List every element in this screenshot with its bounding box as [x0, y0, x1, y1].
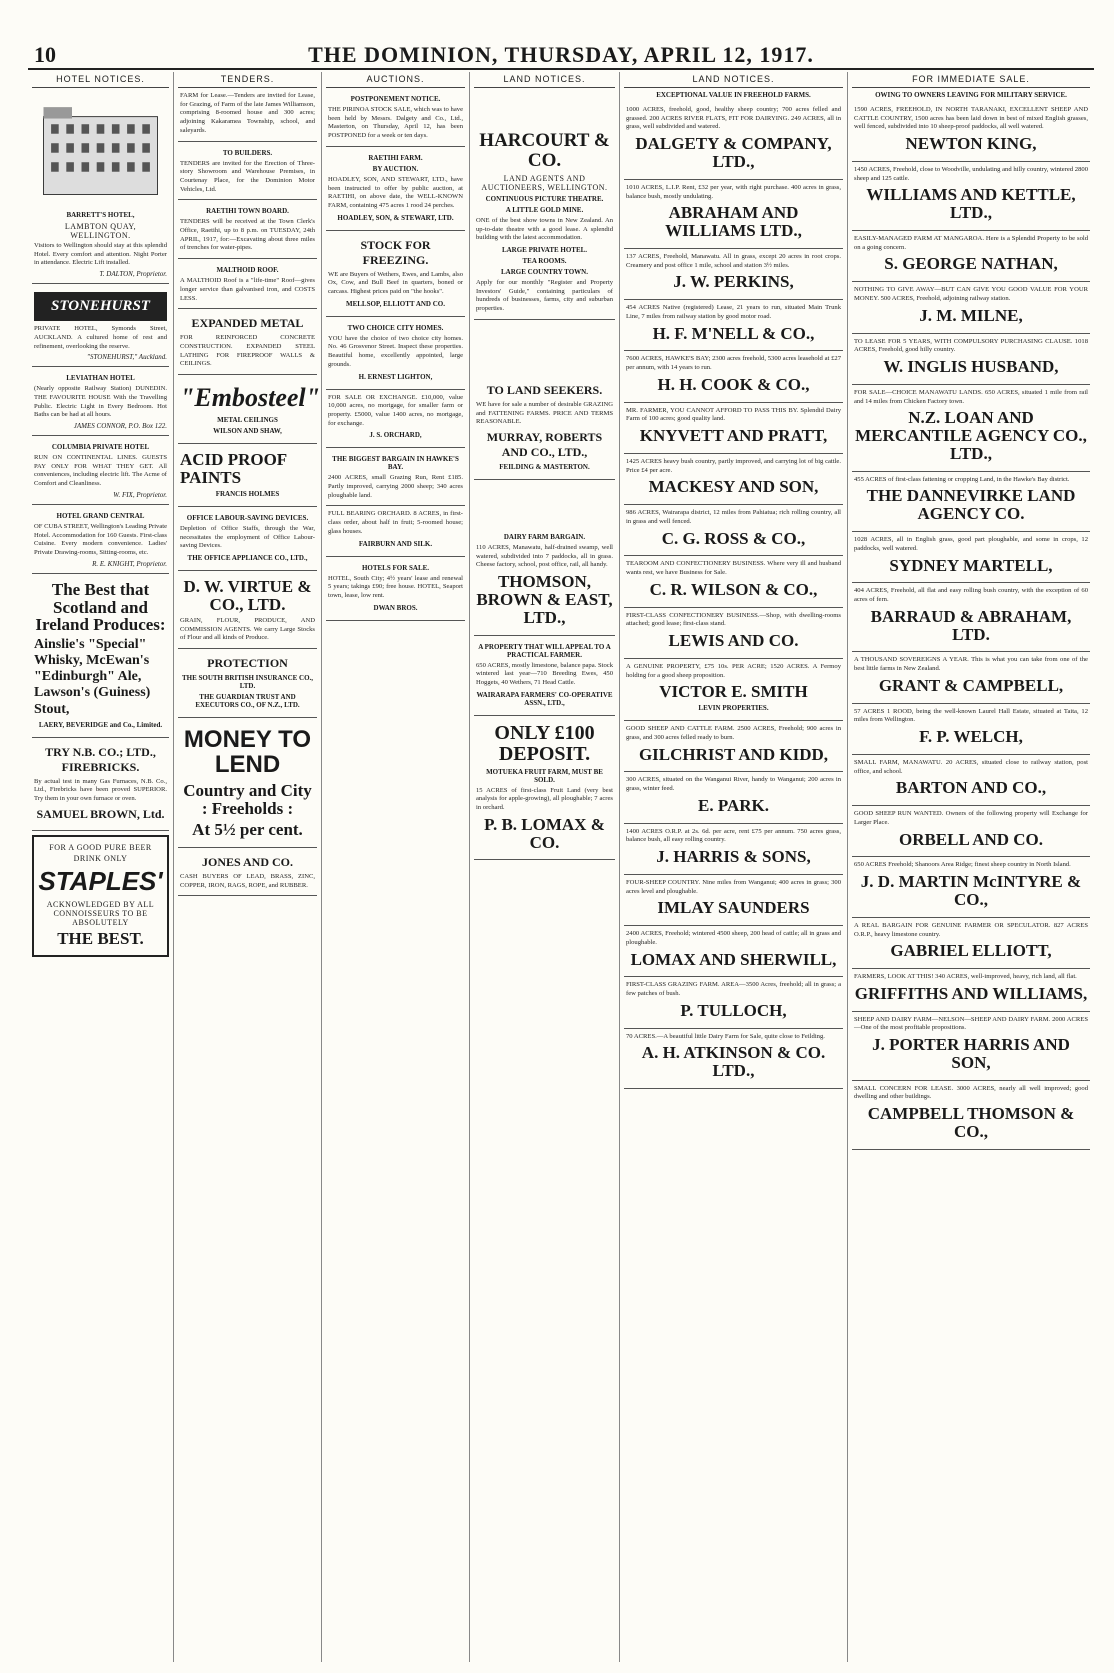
city-homes-head: TWO CHOICE CITY HOMES. — [347, 323, 444, 332]
tulloch-text: FIRST-CLASS GRAZING FARM. AREA—3500 Acres, freehold; all in grass; a few patches of bush. — [626, 981, 841, 998]
owing-head: OWING TO OWNERS LEAVING FOR MILITARY SERVICE. — [875, 91, 1067, 99]
stonehurst-text: PRIVATE HOTEL, Symonds Street, AUCKLAND. A cultured home of rest and refinement, overlooking the reserve. — [34, 325, 167, 350]
perkins-name: J. W. PERKINS, — [673, 272, 794, 292]
guardian: THE GUARDIAN TRUST AND EXECUTORS CO., OF N.Z., LTD. — [195, 692, 300, 709]
wairarapa-name: WAIRARAPA FARMERS' CO-OPERATIVE ASSN., LTD., — [476, 690, 613, 707]
lomax-sherwill-ad — [624, 926, 843, 977]
postponement-head: POSTPONEMENT NOTICE. — [350, 95, 441, 103]
acid-proof-ad — [178, 444, 317, 507]
mackesy-text: 1425 ACRES heavy bush country, partly improved, and carrying lot of big cattle. Price £4 per acre. — [626, 457, 841, 474]
malthoid-text: A MALTHOID Roof is a "life-time" Roof—gives longer service than galvanised iron, and COSTS LESS. — [180, 277, 315, 302]
labour-text: Depletion of Office Staffs, through the War, necessitates the employment of Office Labour-saving Devices. — [180, 525, 315, 550]
wilson-shaw: WILSON AND SHAW, — [213, 427, 282, 436]
column-freehold-farms — [620, 72, 848, 1662]
hotels-text: HOTEL, South City; 4½ years' lease and renewal 5 years; takings £90; free house. HOTEL, Seaport town, lease, low rent. — [328, 574, 463, 599]
firebricks-text: By actual test in many Gas Furnaces, N.B. Co., Ltd., Firebricks have been proved SUPERIOR. Try them in your own furnace or oven. — [34, 777, 167, 803]
deposit-head: ONLY £100 DEPOSIT. — [494, 721, 595, 765]
city-homes-text: YOU have the choice of two choice city homes. No. 46 Grosvenor Street. Inspect these properties. Beautiful home, excellently appointed, large grounds. — [328, 334, 463, 368]
firebricks-ad — [32, 738, 169, 831]
scotland-agent: LAERY, BEVERIDGE and Co., Limited. — [38, 720, 163, 729]
country-head: LARGE COUNTRY TOWN. — [501, 267, 588, 276]
cook-name: H. H. COOK & CO., — [657, 374, 810, 394]
lewis-ad — [624, 608, 843, 659]
acid-proof-head: ACID PROOF PAINTS — [180, 450, 287, 488]
cook-ad — [624, 351, 843, 402]
nathan-name: S. GEORGE NATHAN, — [884, 254, 1058, 274]
motueka-head: MOTUEKA FRUIT FARM, MUST BE SOLD. — [486, 767, 603, 784]
milne-text: NOTHING TO GIVE AWAY—BUT CAN GIVE YOU GOOD VALUE FOR YOUR MONEY. 500 ACRES, Freehold, adjoining railway station. — [854, 286, 1088, 302]
builders-tender — [178, 142, 317, 201]
wilson-text: TEAROOM AND CONFECTIONERY BUSINESS. Where very ill and husband wants rest, we have Business for Sale. — [626, 560, 841, 577]
raetihi-text: TENDERS will be received at the Town Clerk's Office, Raetihi, up to 8 p.m. on TUESDAY, 24th APRIL, 1917, for:—Excavating about three miles of trenches for water-pipes. — [180, 218, 315, 252]
mackesy-ad — [624, 454, 843, 505]
country-text: Apply for our monthly "Register and Property Investors' Guide," containing particulars of hundreds of businesses, farms, city and suburban properties. — [476, 278, 613, 313]
motueka-text: 15 ACRES of first-class Fruit Land (very best analysis for apple-growing), all ploughable; 7 acres in orchard. — [476, 786, 613, 812]
orbell-text: GOOD SHEEP RUN WANTED. Owners of the following property will Exchange for Larger Place. — [854, 810, 1088, 826]
deposit-ad — [474, 716, 615, 861]
porter-harris-text: SHEEP AND DAIRY FARM—NELSON—SHEEP AND DAIRY FARM. 2000 ACRES—One of the most profitable propositions. — [854, 1015, 1088, 1032]
tender-text: FARM for Lease.—Tenders are invited for Lease, for Grazing, of Farm of the late James Williamson, comprising 8-roomed house and 300 acres; adjoining Kakaramea Township, school, and saleyards. — [180, 92, 315, 134]
columbia-text: RUN ON CONTINENTAL LINES. GUESTS PAY ONLY FOR WHAT THEY GET. All conveniences, including electric lift. The Acme of Comfort and Cleanliness. — [34, 454, 167, 488]
griffiths-text: FARMERS, LOOK AT THIS! 340 ACRES, well-improved, heavy, rich land, all flat. — [854, 973, 1077, 981]
dannevirke-name: THE DANNEVIRKE LAND AGENCY CO. — [866, 486, 1076, 524]
barton-text: SMALL FARM, MANAWATU. 20 ACRES, situated close to railway station, post office, and school. — [854, 758, 1088, 775]
seekers-head: TO LAND SEEKERS. — [486, 382, 603, 397]
jones-name: JONES AND CO. — [201, 854, 293, 869]
harris-name: J. HARRIS & SONS, — [656, 847, 811, 867]
embosteel-ad — [178, 375, 321, 444]
knyvett-ad — [624, 403, 843, 454]
firebricks-headline: TRY N.B. CO.; LTD., FIREBRICKS. — [45, 744, 156, 774]
land-seekers-ad — [474, 320, 615, 480]
hotel-ad — [32, 88, 169, 284]
smith-ad — [624, 659, 843, 721]
williams-text: 1450 ACRES, Freehold, close to Woodville, undulating and hilly country, wintered 2800 sheep and 125 cattle. — [854, 165, 1088, 182]
lomax-sherwill-text: 2400 ACRES, Freehold; wintered 4500 sheep, 200 head of cattle; all in grass and ploughable. — [626, 930, 841, 946]
labour-saving-ad — [178, 507, 317, 571]
masthead — [28, 42, 1094, 70]
lewis-name: LEWIS AND CO. — [668, 631, 799, 651]
milne-ad — [852, 282, 1090, 333]
column-immediate-sale — [848, 72, 1094, 1662]
lomax-name: P. B. LOMAX & CO. — [484, 814, 605, 852]
harris-ad — [624, 824, 843, 875]
ernest-name: H. ERNEST LIGHTON, — [358, 372, 433, 381]
williams-name: WILLIAMS AND KETTLE, LTD., — [866, 185, 1076, 223]
levin-head: LEVIN PROPERTIES. — [698, 704, 769, 713]
newton-text: 1590 ACRES, FREEHOLD, IN NORTH TARANAKI, EXCELLENT SHEEP AND CATTLE COUNTRY, 1500 acres has been laid down in best of mixed English grasses, well fenced, subdivided into 10 sheep-proof paddocks, all well watered. — [854, 106, 1088, 131]
lewis-text: FIRST-CLASS CONFECTIONERY BUSINESS.—Shop, with dwelling-rooms attached; good lease; first-class stand. — [626, 611, 841, 628]
raetihi-head: RAETIHI TOWN BOARD. — [206, 207, 289, 216]
campbell-ad — [852, 1081, 1090, 1150]
city-homes-ad — [326, 317, 465, 390]
section-title: FOR IMMEDIATE SALE. — [852, 72, 1090, 88]
tulloch-name: P. TULLOCH, — [680, 1000, 787, 1020]
by-auction: BY AUCTION. — [372, 164, 419, 173]
mcnell-ad — [624, 300, 843, 351]
sydney-text: 1028 ACRES, all in English grass, good part ploughable, and some in crops, 12 paddocks, well watered. — [854, 536, 1088, 552]
welch-name: F. P. WELCH, — [919, 727, 1023, 747]
park-text: 300 ACRES, situated on the Wanganui River, handy to Wanganui; 200 acres in grass, winter feed. — [626, 776, 841, 793]
beer-line2: DRINK ONLY — [73, 853, 128, 863]
virtue-ad — [178, 571, 317, 649]
campbell-name: CAMPBELL THOMSON & CO., — [867, 1104, 1075, 1141]
nzloan-ad — [852, 385, 1090, 472]
money-head: MONEY TO LEND — [183, 725, 312, 779]
smith-text: A GENUINE PROPERTY, £75 10s. PER ACRE; 1520 ACRES. A Fermoy holding for a good sheep proposition. — [626, 662, 841, 679]
williams-ad — [852, 162, 1090, 231]
grand-central-name: HOTEL GRAND CENTRAL — [56, 511, 145, 520]
hotels-head: HOTELS FOR SALE. — [361, 563, 430, 572]
inglis-ad — [852, 334, 1090, 385]
ross-ad — [624, 505, 843, 556]
postponement-text: THE PIRINOA STOCK SALE, which was to have been held by Messrs. Dalgety and Co., Ltd., Masterton, on Thursday, April 12, has been POSTPONED for a week or ten days. — [328, 106, 463, 140]
campbell-text: SMALL CONCERN FOR LEASE. 3000 ACRES, nearly all well improved; good dwelling and other buildings. — [854, 1084, 1088, 1101]
money-country: Country and City : Freeholds : — [183, 781, 312, 819]
harris-text: 1400 ACRES O.R.P. at 2s. 6d. per acre, rent £75 per annum. 750 acres grass, balance bush, all easy rolling country. — [626, 827, 841, 844]
hotel-illustration — [34, 95, 167, 200]
grant-ad — [852, 652, 1090, 703]
elliott-name: GABRIEL ELLIOTT, — [890, 941, 1052, 961]
orbell-name: ORBELL AND CO. — [898, 829, 1044, 849]
nzloan-text: FOR SALE—CHOICE MANAWATU LANDS. 650 ACRES, situated 1 mile from rail and 14 miles from Chicken Factory town. — [854, 388, 1088, 405]
page-number: 10 — [34, 42, 56, 67]
dannevirke-ad — [852, 472, 1090, 532]
newton-ad — [852, 102, 1090, 162]
jones-text: CASH BUYERS OF LEAD, BRASS, ZINC, COPPER, IRON, RAGS, ROPE, and RUBBER. — [180, 872, 315, 889]
expanded-metal-head: EXPANDED METAL — [191, 316, 304, 331]
column-auctions — [322, 72, 470, 1662]
hotel-address: LAMBTON QUAY, WELLINGTON. — [64, 222, 137, 240]
sydney-name: SYDNEY MARTELL, — [889, 555, 1053, 575]
newton-name: NEWTON KING, — [905, 134, 1037, 154]
perkins-text: 137 ACRES, Freehold, Manawatu. All in grass, except 20 acres in root crops. Creamery and post office 1 mile, school and station 3½ miles. — [626, 252, 841, 269]
metal-ceilings: METAL CEILINGS — [217, 416, 278, 425]
griffiths-name: GRIFFITHS AND WILLIAMS, — [854, 983, 1088, 1003]
grand-central-proprietor: R. E. KNIGHT, Proprietor. — [92, 559, 167, 568]
leviathan-text: (Nearly opposite Railway Station) DUNEDIN. THE FAVOURITE HOUSE With the Travelling Public. Electric Light in Every Bedroom. Hot Baths can be had at all hours. — [34, 385, 167, 419]
columbia-name: COLUMBIA PRIVATE HOTEL — [51, 443, 150, 452]
raetihi-farm-head: RAETIHI FARM. — [368, 153, 423, 162]
barraud-text: 404 ACRES, Freehold, all flat and easy rolling bush country, with the exception of 60 acres of fern. — [854, 587, 1088, 604]
gold-text: ONE of the best show towns in New Zealand. An up-to-date theatre with a good lease. A splendid building with the latest accommodation. — [476, 216, 613, 242]
stock-text: WE are Buyers of Wethers, Ewes, and Lambs, also Ox, Cow, and Bull Beef in quarters, boned or carcass. Highest prices paid on "the hooks". — [328, 270, 463, 296]
knyvett-name: KNYVETT AND PRATT, — [639, 426, 828, 446]
property-head: A PROPERTY THAT WILL APPEAL TO A PRACTICAL FARMER. — [478, 642, 611, 659]
hotel-body-text: Visitors to Wellington should stay at this splendid Hotel. Every comfort and attention. Night Porter in attendance. Electric Lift installed. — [34, 242, 167, 267]
leviathan-proprietor: JAMES CONNOR, P.O. Box 122. — [73, 422, 167, 431]
gilchrist-ad — [624, 721, 843, 772]
tulloch-ad — [624, 977, 843, 1028]
ross-name: C. G. ROSS & CO., — [661, 528, 806, 548]
hotel-head: LARGE PRIVATE HOTEL. — [501, 245, 588, 254]
cook-text: 7600 ACRES, HAWKE'S BAY; 2300 acres freehold, 5300 acres leasehold at £27 per annum, with 14 years to run. — [626, 355, 841, 372]
raetihi-farm-ad — [326, 147, 465, 231]
sydney-ad — [852, 532, 1090, 583]
labour-head: OFFICE LABOUR-SAVING DEVICES. — [186, 514, 309, 523]
dwan-name: DWAN BROS. — [373, 603, 418, 612]
imlay-name: IMLAY SAUNDERS — [657, 898, 810, 918]
columbia-proprietor: W. FIX, Proprietor. — [113, 490, 167, 499]
atkinson-name: A. H. ATKINSON & CO. LTD., — [641, 1043, 826, 1081]
beer-brand: STAPLES' — [38, 865, 163, 896]
welch-text: 57 ACRES 1 ROOD, being the well-known Laurel Hall Estate, situated at Taita, 12 miles from Wellington. — [854, 707, 1088, 724]
nathan-ad — [852, 231, 1090, 282]
inglis-text: TO LEASE FOR 5 YEARS, WITH COMPULSORY PURCHASING CLAUSE. 1018 ACRES, Freehold, good hilly country. — [854, 337, 1088, 354]
porter-harris-name: J. PORTER HARRIS AND SON, — [872, 1035, 1070, 1072]
builders-head: TO BUILDERS. — [222, 148, 273, 157]
bargain-ad — [326, 448, 465, 506]
inglis-name: W. INGLIS HUSBAND, — [883, 356, 1059, 376]
barraud-ad — [852, 583, 1090, 652]
harcourt-name: HARCOURT & CO. — [479, 130, 610, 171]
dannevirke-text: 455 ACRES of first-class fattening or cropping Land, in the Hawke's Bay district. — [854, 475, 1070, 483]
section-title: AUCTIONS. — [326, 72, 465, 88]
exchange-text: FOR SALE OR EXCHANGE. £10,000, value 10,000 acres, no mortgage, for smaller farm or property. £5000, value 1400 acres, no mortgage, for exchange. — [328, 393, 463, 427]
expanded-metal-ad — [178, 309, 317, 375]
dalgety-ad — [624, 102, 843, 180]
gilchrist-name: GILCHRIST AND KIDD, — [638, 744, 829, 764]
appliance-name: THE OFFICE APPLIANCE CO., LTD., — [187, 554, 308, 563]
theatre-head: CONTINUOUS PICTURE THEATRE. — [485, 194, 604, 203]
orchard-name: J. S. ORCHARD, — [369, 431, 422, 440]
beer-ad — [32, 835, 169, 957]
dalgety-name: DALGETY & COMPANY, LTD., — [635, 134, 832, 171]
raetihi-farm-text: HOADLEY, SON, AND STEWART, LTD., have been instructed to offer by public auction, at RAETIHI, on above date, the WELL-KNOWN FARM, containing 475 acres 1 rood 24 perches. — [328, 175, 463, 209]
mellsop-name: MELLSOP, ELLIOTT AND CO. — [345, 299, 445, 308]
mcnell-name: H. F. M'NELL & CO., — [652, 323, 815, 343]
imlay-text: FOUR-SHEEP COUNTRY. Nine miles from Wanganui; 400 acres in grass; 300 acres level and ploughable. — [626, 878, 841, 895]
column-tenders — [174, 72, 322, 1662]
mackesy-name: MACKESY AND SON, — [648, 477, 819, 497]
dairy-ad — [474, 480, 615, 636]
fielding-name: FEILDING & MASTERTON. — [499, 462, 590, 471]
malthoid-head: MALTHOID ROOF. — [216, 266, 279, 275]
expanded-metal-text: FOR REINFORCED CONCRETE CONSTRUCTION. EXPANDED STEEL LATHING FOR FIREPROOF WALLS & CEILINGS. — [180, 334, 315, 368]
columns — [28, 72, 1094, 1662]
lomax-sherwill-name: LOMAX AND SHERWILL, — [630, 949, 837, 969]
orchard-text: FULL BEARING ORCHARD. 8 ACRES, in first-class order, about half in fruit; 5-roomed house; glass houses. — [328, 510, 463, 535]
money-rate: At 5½ per cent. — [192, 820, 303, 840]
column-hotel-notices — [28, 72, 174, 1662]
nathan-text: EASILY-MANAGED FARM AT MANGAROA. Here is a Splendid Property to be sold on a going concern. — [854, 235, 1088, 251]
insurance-ad — [178, 649, 317, 718]
dalgety-text: 1000 ACRES, freehold, good, healthy sheep country; 700 acres felled and grassed. 200 ACRES RIVER FLATS, FIT FOR DAIRYING. 249 ACRES, all in grass, well subdivided and watered. — [626, 106, 841, 131]
abraham-text: 1010 ACRES, L.I.P. Rent, £32 per year, with right purchase. 400 acres in grass, balance bush, mostly undulating. — [626, 183, 841, 200]
orchard-ad — [326, 506, 465, 556]
virtue-text: GRAIN, FLOUR, PRODUCE, AND COMMISSION AGENTS. We carry Large Stocks of Flour and all kinds of Produce. — [180, 616, 315, 642]
firebricks-firm: SAMUEL BROWN, Ltd. — [36, 806, 165, 821]
seekers-text: WE have for sale a number of desirable GRAZING and FATTENING FARMS. PRICE AND TERMS REASONABLE. — [476, 400, 613, 426]
beer-line1: FOR A GOOD PURE BEER — [49, 842, 152, 852]
perkins-ad — [624, 249, 843, 300]
property-text: 650 ACRES, mostly limestone, balance papa. Stock wintered last year—710 Breeding Ewes, 450 Hoggets, 40 Wethers, 71 Head Cattle. — [476, 661, 613, 686]
section-title: LAND NOTICES. — [624, 72, 843, 88]
leviathan-ad — [32, 367, 169, 436]
newspaper-title: THE DOMINION, THURSDAY, APRIL 12, 1917. — [308, 42, 814, 67]
bargain-head: THE BIGGEST BARGAIN IN HAWKE'S BAY. — [332, 455, 459, 472]
protection-head: PROTECTION — [207, 655, 288, 670]
farm-lease-tender — [178, 88, 317, 142]
barton-name: BARTON AND CO., — [895, 778, 1047, 798]
grant-name: GRANT & CAMPBELL, — [878, 675, 1064, 695]
park-name: E. PARK. — [698, 795, 769, 815]
scotland-ad — [32, 574, 169, 738]
orbell-ad — [852, 806, 1090, 857]
abraham-ad — [624, 180, 843, 249]
grand-central-ad — [32, 505, 169, 574]
dairy-head: DAIRY FARM BARGAIN. — [503, 532, 586, 541]
section-title: HOTEL NOTICES. — [32, 72, 169, 88]
mcintyre-name: J. D. MARTIN McINTYRE & CO., — [860, 872, 1082, 910]
grand-central-text: OF CUBA STREET, Wellington's Leading Private Hotel. Accommodation for 160 Guests. First-class Cuisine. Every modern convenience. Ladies' Private Drawing-rooms, Sitting-rooms, etc. — [34, 522, 168, 556]
scotland-headline: The Best that Scotland and Ireland Produces: — [35, 579, 166, 635]
postponement-ad — [326, 88, 465, 147]
exceptional-head: EXCEPTIONAL VALUE IN FREEHOLD FARMS. — [656, 91, 811, 99]
gold-head: A LITTLE GOLD MINE. — [505, 205, 584, 214]
dairy-text: 110 ACRES, Manawatu, half-drained swamp, well watered, subdivided into 7 paddocks, all in grass. Cheese factory, school, post office, rail, all handy. — [476, 543, 613, 569]
milne-name: J. M. MILNE, — [919, 305, 1023, 325]
harcourt-sub: LAND AGENTS AND AUCTIONEERS, WELLINGTON. — [481, 173, 608, 192]
stock-head: STOCK FOR FREEZING. — [360, 237, 431, 267]
leviathan-name: LEVIATHAN HOTEL — [66, 374, 135, 383]
mcnell-text: 454 ACRES Native (registered) Lease, 21 years to run, situated Main Trunk Line, 7 miles from railway station by good motor road. — [626, 304, 841, 320]
gilchrist-text: GOOD SHEEP AND CATTLE FARM. 2500 ACRES, Freehold; 900 acres in grass, and 300 acres felled ready to burn. — [626, 725, 841, 741]
abraham-name: ABRAHAM AND WILLIAMS LTD., — [665, 203, 802, 241]
elliott-ad — [852, 918, 1090, 969]
embosteel-logo: "Embosteel" — [180, 383, 321, 413]
hotels-sale-ad — [326, 557, 465, 621]
victor-name: VICTOR E. SMITH — [659, 682, 808, 702]
exchange-ad — [326, 390, 465, 449]
beer-line3: ACKNOWLEDGED BY ALL CONNOISSEURS TO BE ABSOLUTELY — [46, 900, 155, 928]
park-ad — [624, 772, 843, 823]
porter-harris-ad — [852, 1012, 1090, 1081]
welch-ad — [852, 704, 1090, 755]
beer-line4: THE BEST. — [57, 929, 144, 949]
jones-ad — [178, 848, 317, 896]
stonehurst-logo: STONEHURST — [34, 292, 167, 321]
hoadley-name: HOADLEY, SON, & STEWART, LTD. — [337, 213, 454, 222]
bargain-text: 2400 ACRES, small Grazing Run, Rent £185. Partly improved, carrying 2000 sheep; 340 acres ploughable land. — [328, 474, 463, 499]
property-ad — [474, 636, 615, 716]
stonehurst-ad — [32, 284, 169, 367]
tea-head: TEA ROOMS. — [522, 256, 567, 265]
money-ad — [178, 718, 317, 848]
atkinson-text: 70 ACRES.—A beautiful little Dairy Farm for Sale, quite close to Feilding. — [626, 1032, 825, 1040]
atkinson-ad — [624, 1029, 843, 1089]
stock-ad — [326, 231, 465, 317]
south-british: THE SOUTH BRITISH INSURANCE CO., LTD. — [181, 673, 314, 690]
barraud-name: BARRAUD & ABRAHAM, LTD. — [870, 606, 1072, 644]
nzloan-name: N.Z. LOAN AND MERCANTILE AGENCY CO., LTD., — [855, 408, 1087, 463]
wilson-ad — [624, 556, 843, 607]
wilson-name: C. R. WILSON & CO., — [649, 579, 818, 599]
raetihi-tender — [178, 200, 317, 259]
holmes-name: FRANCIS HOLMES — [215, 490, 280, 499]
column-land-notices — [470, 72, 620, 1662]
grant-text: A THOUSAND SOVEREIGNS A YEAR. This is what you can take from one of the best little farms in New Zealand. — [854, 656, 1088, 673]
mcintyre-text: 650 ACRES Freehold; Shanoors Area Ridge; finest sheep country in North Island. — [854, 861, 1071, 869]
stonehurst-proprietor: "STONEHURST," Auckland. — [87, 353, 167, 362]
scotland-items: Ainslie's "Special" Whisky, McEwan's "Edinburgh" Ale, Lawson's (Guiness) Stout, — [34, 637, 151, 717]
thomson-name: THOMSON, BROWN & EAST, LTD., — [476, 572, 613, 627]
fairburn-name: FAIRBURN AND SILK. — [358, 539, 433, 548]
malthoid-ad — [178, 259, 317, 309]
hotel-proprietor: T. DALTON, Proprietor. — [99, 270, 167, 279]
knyvett-text: MR. FARMER, YOU CANNOT AFFORD TO PASS THIS BY. Splendid Dairy Farm of 100 acres; good quality land. — [626, 406, 841, 423]
ross-text: 986 ACRES, Wairarapa district, 12 miles from Pahiatua; rich rolling country, all in grass and well fenced. — [626, 509, 841, 525]
imlay-ad — [624, 875, 843, 926]
harcourt-ad — [474, 88, 615, 320]
elliott-text: A REAL BARGAIN FOR GENUINE FARMER OR SPECULATOR. 827 ACRES O.R.P., heavy limestone country. — [854, 921, 1088, 938]
section-title: LAND NOTICES. — [474, 72, 615, 88]
mcintyre-ad — [852, 857, 1090, 917]
murray-name: MURRAY, ROBERTS AND CO., LTD., — [486, 429, 603, 459]
builders-text: TENDERS are invited for the Erection of Three-story Showroom and Warehouse Premises, in Courtenay Place, for the Dominion Motor Vehicles, Ltd. — [180, 159, 315, 193]
columbia-ad — [32, 436, 169, 505]
barton-ad — [852, 755, 1090, 806]
griffiths-ad — [852, 969, 1090, 1012]
section-title: TENDERS. — [178, 72, 317, 88]
virtue-name: D. W. VIRTUE & CO., LTD. — [183, 577, 312, 614]
hotel-name: BARRETT'S HOTEL, — [66, 211, 135, 219]
